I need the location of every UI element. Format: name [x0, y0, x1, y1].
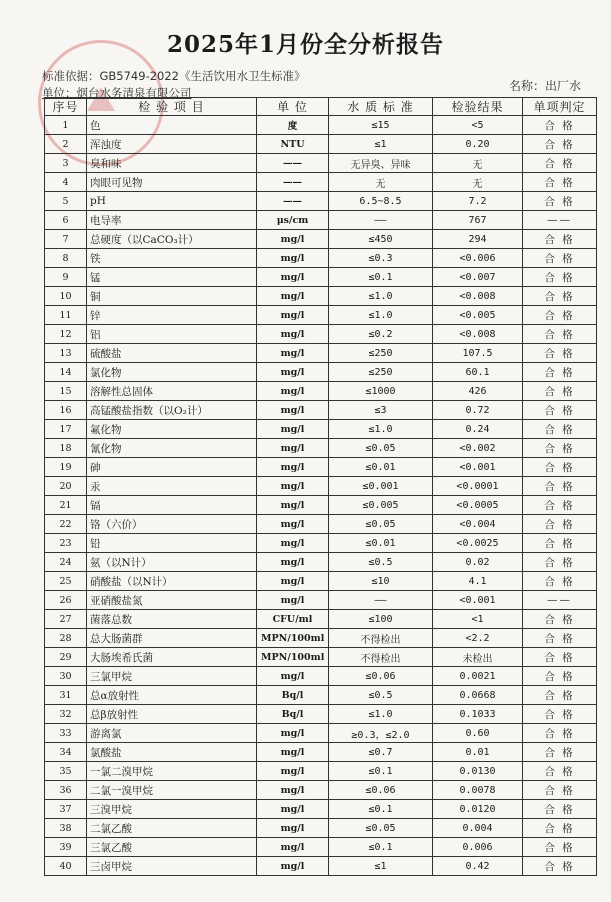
row-unit: mg/l: [257, 838, 329, 857]
table-row: [45, 211, 597, 230]
row-no: 27: [45, 610, 87, 629]
row-item: 高锰酸盐指数（以O₂计）: [87, 401, 257, 420]
row-no: 28: [45, 629, 87, 648]
row-item: 总硬度（以CaCO₃计）: [87, 230, 257, 249]
row-result: 0.24: [433, 420, 523, 439]
row-unit: mg/l: [257, 496, 329, 515]
table-row: [45, 363, 597, 382]
row-result: 0.004: [433, 819, 523, 838]
row-standard: ≤1.0: [329, 306, 433, 325]
row-standard: ≤15: [329, 116, 433, 135]
row-item: 总α放射性: [87, 686, 257, 705]
row-standard: ≤0.01: [329, 458, 433, 477]
table-row: [45, 382, 597, 401]
row-no: 6: [45, 211, 87, 230]
row-unit: mg/l: [257, 591, 329, 610]
row-item: 铅: [87, 534, 257, 553]
row-standard: ≥0.3，≤2.0: [329, 724, 433, 743]
row-unit: mg/l: [257, 287, 329, 306]
row-standard: ≤10: [329, 572, 433, 591]
row-standard: ≤0.001: [329, 477, 433, 496]
row-result: 0.0021: [433, 667, 523, 686]
table-row: [45, 762, 597, 781]
row-unit: mg/l: [257, 477, 329, 496]
row-no: 35: [45, 762, 87, 781]
row-judgement: 合 格: [523, 629, 597, 648]
row-unit: Bq/l: [257, 705, 329, 724]
table-row: [45, 515, 597, 534]
row-result: <2.2: [433, 629, 523, 648]
row-standard: ≤250: [329, 344, 433, 363]
row-no: 29: [45, 648, 87, 667]
row-unit: μs/cm: [257, 211, 329, 230]
row-unit: mg/l: [257, 420, 329, 439]
row-standard: ≤0.5: [329, 686, 433, 705]
row-item: 浑浊度: [87, 135, 257, 154]
row-judgement: 合 格: [523, 743, 597, 762]
row-judgement: 合 格: [523, 667, 597, 686]
row-item: 亚硝酸盐氮: [87, 591, 257, 610]
row-judgement: 合 格: [523, 363, 597, 382]
row-unit: mg/l: [257, 363, 329, 382]
row-unit: mg/l: [257, 800, 329, 819]
row-result: 7.2: [433, 192, 523, 211]
row-result: <1: [433, 610, 523, 629]
row-item: 汞: [87, 477, 257, 496]
row-result: 无: [433, 173, 523, 192]
table-row: [45, 135, 597, 154]
row-unit: mg/l: [257, 382, 329, 401]
row-judgement: 合 格: [523, 420, 597, 439]
row-unit: mg/l: [257, 515, 329, 534]
row-standard: ≤1: [329, 857, 433, 876]
row-judgement: 合 格: [523, 857, 597, 876]
row-result: 4.1: [433, 572, 523, 591]
row-no: 18: [45, 439, 87, 458]
row-result: <0.007: [433, 268, 523, 287]
row-item: 氯化物: [87, 363, 257, 382]
row-judgement: 合 格: [523, 838, 597, 857]
table-row: [45, 344, 597, 363]
row-judgement: 合 格: [523, 800, 597, 819]
row-standard: ≤0.005: [329, 496, 433, 515]
row-unit: mg/l: [257, 724, 329, 743]
row-item: 铝: [87, 325, 257, 344]
row-standard: 不得检出: [329, 648, 433, 667]
row-no: 12: [45, 325, 87, 344]
table-row: [45, 306, 597, 325]
table-row: [45, 648, 597, 667]
row-judgement: 合 格: [523, 496, 597, 515]
table-row: [45, 838, 597, 857]
table-row: [45, 249, 597, 268]
table-row: [45, 458, 597, 477]
row-item: 臭和味: [87, 154, 257, 173]
row-standard: 无: [329, 173, 433, 192]
row-standard: ≤0.01: [329, 534, 433, 553]
row-judgement: 合 格: [523, 534, 597, 553]
row-unit: mg/l: [257, 325, 329, 344]
row-judgement: 合 格: [523, 610, 597, 629]
row-standard: ——: [329, 211, 433, 230]
row-result: <5: [433, 116, 523, 135]
row-judgement: 合 格: [523, 287, 597, 306]
row-item: 溶解性总固体: [87, 382, 257, 401]
row-unit: mg/l: [257, 667, 329, 686]
row-no: 8: [45, 249, 87, 268]
row-unit: mg/l: [257, 344, 329, 363]
row-item: 镉: [87, 496, 257, 515]
row-unit: mg/l: [257, 306, 329, 325]
row-result: 0.1033: [433, 705, 523, 724]
row-item: 硝酸盐（以N计）: [87, 572, 257, 591]
row-result: 0.0078: [433, 781, 523, 800]
row-judgement: 合 格: [523, 724, 597, 743]
row-item: 氯酸盐: [87, 743, 257, 762]
row-standard: ≤1000: [329, 382, 433, 401]
row-standard: ≤1: [329, 135, 433, 154]
row-no: 39: [45, 838, 87, 857]
analysis-table: [44, 97, 597, 876]
standard-basis: 标准依据：GB5749-2022《生活饮用水卫生标准》: [42, 69, 306, 83]
row-standard: ≤0.5: [329, 553, 433, 572]
row-standard: 不得检出: [329, 629, 433, 648]
row-result: <0.0025: [433, 534, 523, 553]
row-standard: ≤450: [329, 230, 433, 249]
row-standard: ≤1.0: [329, 287, 433, 306]
row-unit: mg/l: [257, 249, 329, 268]
row-item: 铁: [87, 249, 257, 268]
row-unit: ——: [257, 192, 329, 211]
row-item: 铜: [87, 287, 257, 306]
row-unit: mg/l: [257, 230, 329, 249]
row-no: 1: [45, 116, 87, 135]
row-judgement: 合 格: [523, 439, 597, 458]
row-judgement: 合 格: [523, 116, 597, 135]
row-item: 二氯一溴甲烷: [87, 781, 257, 800]
row-item: 锰: [87, 268, 257, 287]
row-judgement: 合 格: [523, 230, 597, 249]
table-row: [45, 610, 597, 629]
row-judgement: 合 格: [523, 325, 597, 344]
row-judgement: 合 格: [523, 762, 597, 781]
row-no: 31: [45, 686, 87, 705]
row-no: 36: [45, 781, 87, 800]
table-row: [45, 477, 597, 496]
row-judgement: 合 格: [523, 477, 597, 496]
row-result: 0.02: [433, 553, 523, 572]
row-no: 10: [45, 287, 87, 306]
row-unit: mg/l: [257, 572, 329, 591]
row-item: 锌: [87, 306, 257, 325]
row-item: 二氯乙酸: [87, 819, 257, 838]
row-no: 15: [45, 382, 87, 401]
row-unit: MPN/100ml: [257, 629, 329, 648]
table-row: [45, 553, 597, 572]
row-no: 34: [45, 743, 87, 762]
row-result: 0.60: [433, 724, 523, 743]
row-result: <0.001: [433, 458, 523, 477]
row-judgement: 合 格: [523, 135, 597, 154]
row-no: 3: [45, 154, 87, 173]
row-unit: ——: [257, 173, 329, 192]
header-standard: 水 质 标 准: [329, 98, 433, 116]
table-row: [45, 819, 597, 838]
row-result: <0.008: [433, 325, 523, 344]
row-judgement: ——: [523, 211, 597, 230]
table-header-row: [45, 98, 597, 116]
row-standard: ≤1.0: [329, 420, 433, 439]
header-no: 序号: [45, 98, 87, 116]
row-unit: Bq/l: [257, 686, 329, 705]
row-judgement: ——: [523, 591, 597, 610]
row-item: 三溴甲烷: [87, 800, 257, 819]
row-judgement: 合 格: [523, 306, 597, 325]
row-no: 38: [45, 819, 87, 838]
row-standard: ≤1.0: [329, 705, 433, 724]
row-result: 107.5: [433, 344, 523, 363]
row-unit: mg/l: [257, 458, 329, 477]
table-row: [45, 781, 597, 800]
row-no: 24: [45, 553, 87, 572]
table-row: [45, 496, 597, 515]
row-no: 13: [45, 344, 87, 363]
row-judgement: 合 格: [523, 458, 597, 477]
row-no: 26: [45, 591, 87, 610]
row-judgement: 合 格: [523, 515, 597, 534]
row-result: 0.01: [433, 743, 523, 762]
row-unit: 度: [257, 116, 329, 135]
sample-name: 名称：出厂水: [508, 79, 581, 93]
report-title: 2025年1月份全分析报告: [166, 31, 445, 58]
row-result: <0.0005: [433, 496, 523, 515]
table-row: [45, 572, 597, 591]
row-item: 菌落总数: [87, 610, 257, 629]
table-row: [45, 325, 597, 344]
row-result: <0.0001: [433, 477, 523, 496]
row-result: 0.0668: [433, 686, 523, 705]
row-no: 37: [45, 800, 87, 819]
row-judgement: 合 格: [523, 401, 597, 420]
row-judgement: 合 格: [523, 553, 597, 572]
row-unit: ——: [257, 154, 329, 173]
table-row: [45, 154, 597, 173]
row-item: 氨（以N计）: [87, 553, 257, 572]
table-row: [45, 401, 597, 420]
row-result: 0.20: [433, 135, 523, 154]
row-judgement: 合 格: [523, 572, 597, 591]
row-judgement: 合 格: [523, 268, 597, 287]
row-item: 一氯二溴甲烷: [87, 762, 257, 781]
row-no: 33: [45, 724, 87, 743]
row-unit: mg/l: [257, 819, 329, 838]
row-unit: mg/l: [257, 857, 329, 876]
table-row: [45, 534, 597, 553]
table-row: [45, 629, 597, 648]
row-unit: MPN/100ml: [257, 648, 329, 667]
row-unit: mg/l: [257, 439, 329, 458]
row-judgement: 合 格: [523, 192, 597, 211]
row-result: <0.008: [433, 287, 523, 306]
row-item: 砷: [87, 458, 257, 477]
row-result: <0.005: [433, 306, 523, 325]
table-row: [45, 439, 597, 458]
row-result: 767: [433, 211, 523, 230]
row-unit: NTU: [257, 135, 329, 154]
row-standard: ≤250: [329, 363, 433, 382]
row-unit: mg/l: [257, 534, 329, 553]
table-row: [45, 705, 597, 724]
row-result: 0.006: [433, 838, 523, 857]
row-no: 20: [45, 477, 87, 496]
row-judgement: 合 格: [523, 686, 597, 705]
row-standard: ≤0.3: [329, 249, 433, 268]
row-result: 426: [433, 382, 523, 401]
organization-unit: 单位：烟台水务清泉有限公司: [42, 86, 192, 100]
row-item: 氟化物: [87, 420, 257, 439]
row-result: <0.004: [433, 515, 523, 534]
row-judgement: 合 格: [523, 819, 597, 838]
row-judgement: 合 格: [523, 382, 597, 401]
row-standard: ≤0.05: [329, 439, 433, 458]
row-no: 7: [45, 230, 87, 249]
row-result: 0.0130: [433, 762, 523, 781]
table-row: [45, 420, 597, 439]
row-item: 总大肠菌群: [87, 629, 257, 648]
row-item: 游离氯: [87, 724, 257, 743]
header-result: 检验结果: [433, 98, 523, 116]
header-unit: 单 位: [257, 98, 329, 116]
row-no: 21: [45, 496, 87, 515]
row-unit: CFU/ml: [257, 610, 329, 629]
row-result: 60.1: [433, 363, 523, 382]
row-no: 22: [45, 515, 87, 534]
row-no: 25: [45, 572, 87, 591]
row-standard: ——: [329, 591, 433, 610]
row-no: 16: [45, 401, 87, 420]
row-no: 5: [45, 192, 87, 211]
row-result: 0.72: [433, 401, 523, 420]
row-result: <0.001: [433, 591, 523, 610]
row-item: 色: [87, 116, 257, 135]
row-result: 294: [433, 230, 523, 249]
table-row: [45, 192, 597, 211]
row-item: 肉眼可见物: [87, 173, 257, 192]
row-no: 23: [45, 534, 87, 553]
row-no: 40: [45, 857, 87, 876]
row-no: 11: [45, 306, 87, 325]
row-standard: ≤3: [329, 401, 433, 420]
row-unit: mg/l: [257, 553, 329, 572]
row-judgement: 合 格: [523, 173, 597, 192]
row-standard: ≤0.2: [329, 325, 433, 344]
row-judgement: 合 格: [523, 781, 597, 800]
row-judgement: 合 格: [523, 154, 597, 173]
row-item: 氰化物: [87, 439, 257, 458]
row-unit: mg/l: [257, 268, 329, 287]
row-judgement: 合 格: [523, 648, 597, 667]
row-standard: 6.5~8.5: [329, 192, 433, 211]
row-standard: ≤0.06: [329, 781, 433, 800]
row-standard: 无异臭、异味: [329, 154, 433, 173]
row-result: 0.0120: [433, 800, 523, 819]
row-no: 4: [45, 173, 87, 192]
header-item: 检 验 项 目: [87, 98, 257, 116]
table-row: [45, 230, 597, 249]
table-row: [45, 268, 597, 287]
table-row: [45, 800, 597, 819]
row-unit: mg/l: [257, 762, 329, 781]
row-unit: mg/l: [257, 401, 329, 420]
row-item: 电导率: [87, 211, 257, 230]
row-result: 无: [433, 154, 523, 173]
row-standard: ≤0.1: [329, 268, 433, 287]
row-judgement: 合 格: [523, 705, 597, 724]
row-no: 32: [45, 705, 87, 724]
table-row: [45, 686, 597, 705]
row-standard: ≤0.05: [329, 819, 433, 838]
row-unit: mg/l: [257, 781, 329, 800]
row-item: 三卤甲烷: [87, 857, 257, 876]
row-standard: ≤100: [329, 610, 433, 629]
row-no: 9: [45, 268, 87, 287]
table-row: [45, 743, 597, 762]
table-row: [45, 667, 597, 686]
row-standard: ≤0.06: [329, 667, 433, 686]
row-item: 总β放射性: [87, 705, 257, 724]
row-item: 铬（六价）: [87, 515, 257, 534]
row-item: pH: [87, 192, 257, 211]
row-standard: ≤0.1: [329, 800, 433, 819]
table-row: [45, 724, 597, 743]
row-no: 17: [45, 420, 87, 439]
row-result: 0.42: [433, 857, 523, 876]
row-result: <0.006: [433, 249, 523, 268]
row-no: 2: [45, 135, 87, 154]
row-unit: mg/l: [257, 743, 329, 762]
row-standard: ≤0.1: [329, 838, 433, 857]
row-standard: ≤0.05: [329, 515, 433, 534]
row-no: 19: [45, 458, 87, 477]
header-judgement: 单项判定: [523, 98, 597, 116]
table-row: [45, 116, 597, 135]
table-row: [45, 857, 597, 876]
row-item: 三氯甲烷: [87, 667, 257, 686]
table-row: [45, 591, 597, 610]
row-item: 硫酸盐: [87, 344, 257, 363]
row-result: <0.002: [433, 439, 523, 458]
row-judgement: 合 格: [523, 344, 597, 363]
table-row: [45, 173, 597, 192]
row-no: 30: [45, 667, 87, 686]
row-standard: ≤0.1: [329, 762, 433, 781]
row-item: 三氯乙酸: [87, 838, 257, 857]
row-result: 未检出: [433, 648, 523, 667]
row-item: 大肠埃希氏菌: [87, 648, 257, 667]
row-standard: ≤0.7: [329, 743, 433, 762]
table-row: [45, 287, 597, 306]
row-no: 14: [45, 363, 87, 382]
row-judgement: 合 格: [523, 249, 597, 268]
